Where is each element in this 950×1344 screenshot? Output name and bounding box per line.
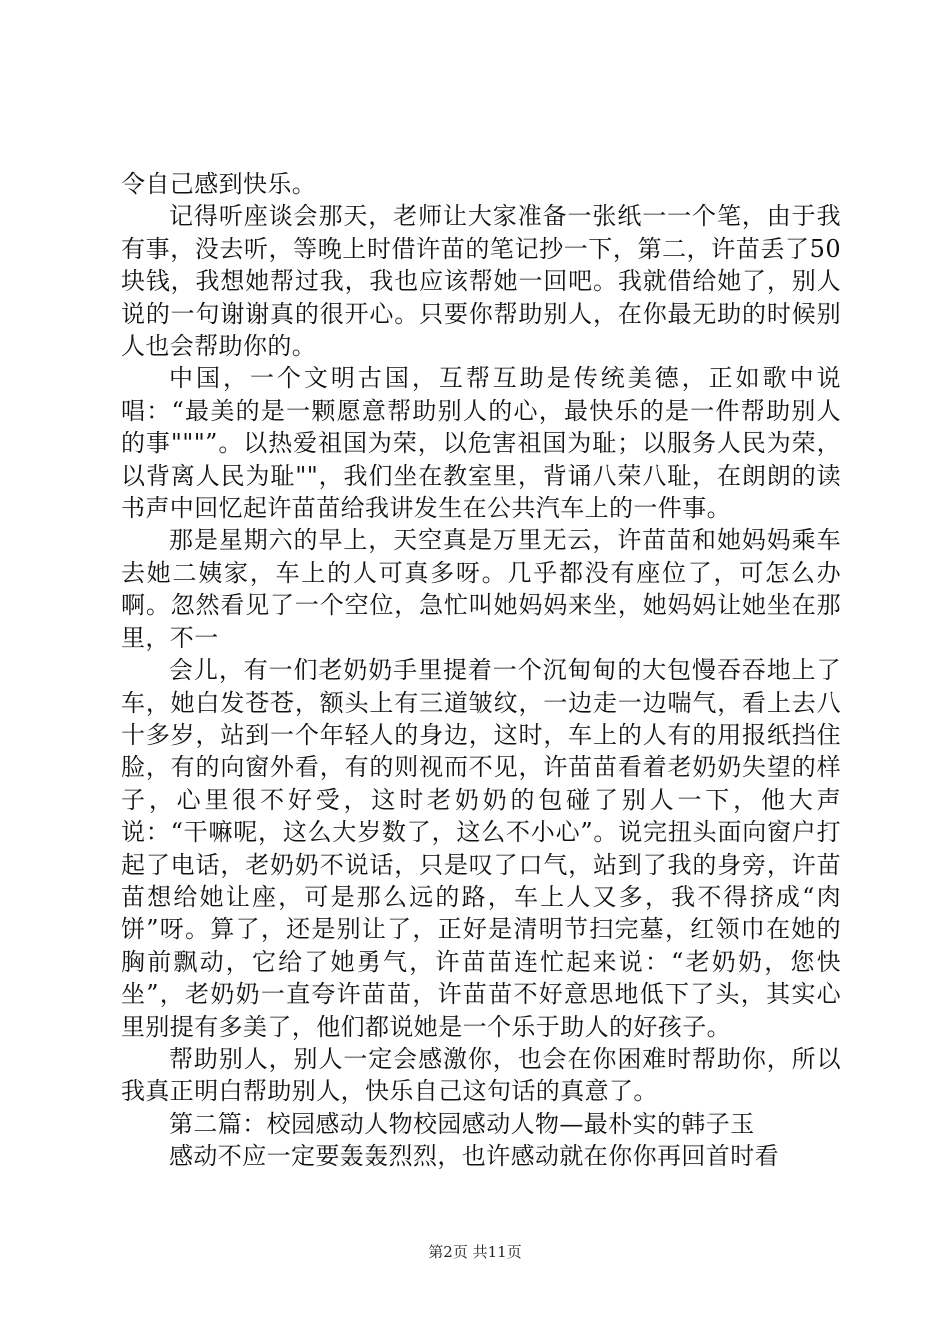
paragraph: 感动不应一定要轰轰烈烈，也许感动就在你你再回首时看 <box>169 1142 779 1171</box>
page-number-footer: 第2页 共11页 <box>428 1243 522 1261</box>
paragraph: 中国，一个文明古国，互帮互助是传统美德，正如歌中说唱：“最美的是一颗愿意帮助别人的心，最快乐的是一件帮助别人的事"""”。以热爱祖国为荣，以危害祖国为耻；以服务人民为荣，以背离人民为耻""，我们坐在教室里，背诵八荣八耻，在朗朗的读书声中回忆起许苗苗给我讲发生在公共汽车上的一件事。 <box>121 364 841 523</box>
paragraph: 那是星期六的早上，天空真是万里无云，许苗苗和她妈妈乘车去她二姨家，车上的人可真多呀。几乎都没有座位了，可怎么办啊。忽然看见了一个空位，急忙叫她妈妈来坐，她妈妈让她坐在那里，不一 <box>121 526 841 652</box>
paragraph: 帮助别人，别人一定会感激你，也会在你困难时帮助你，所以我真正明白帮助别人，快乐自己这句话的真意了。 <box>121 1044 841 1106</box>
paragraph: 记得听座谈会那天，老师让大家准备一张纸一一个笔，由于我有事，没去听，等晚上时借许苗的笔记抄一下，第二，许苗丢了50块钱，我想她帮过我，我也应该帮她一回吧。我就借给她了，别人说的一句谢谢真的很开心。只要你帮助别人，在你最无助的时候别人也会帮助你的。 <box>121 202 841 361</box>
paragraph: 会儿，有一们老奶奶手里提着一个沉甸甸的大包慢吞吞地上了车，她白发苍苍，额头上有三道皱纹，一边走一边喘气，看上去八十多岁，站到一个年轻人的身边，这时，车上的人有的用报纸挡住脸，有的向窗外看，有的则视而不见，许苗苗看着老奶奶失望的样子，心里很不好受，这时老奶奶的包碰了别人一下，他大声说：“干嘛呢，这么大岁数了，这么不小心”。说完扭头面向窗户打起了电话，老奶奶不说话，只是叹了口气，站到了我的身旁，许苗苗想给她让座，可是那么远的路，车上人又多，我不得挤成“肉饼”呀。算了，还是别让了，正好是清明节扫完墓，红领巾在她的胸前飘动，它给了她勇气，许苗苗连忙起来说：“老奶奶，您快坐”，老奶奶一直夸许苗苗，许苗苗不好意思地低下了头，其实心里别提有多美了，他们都说她是一个乐于助人的好孩子。 <box>121 656 841 1041</box>
document-body <box>121 168 841 1173</box>
paragraph: 令自己感到快乐。 <box>121 170 317 198</box>
section-heading: 第二篇：校园感动人物校园感动人物—最朴实的韩子玉 <box>169 1109 755 1138</box>
